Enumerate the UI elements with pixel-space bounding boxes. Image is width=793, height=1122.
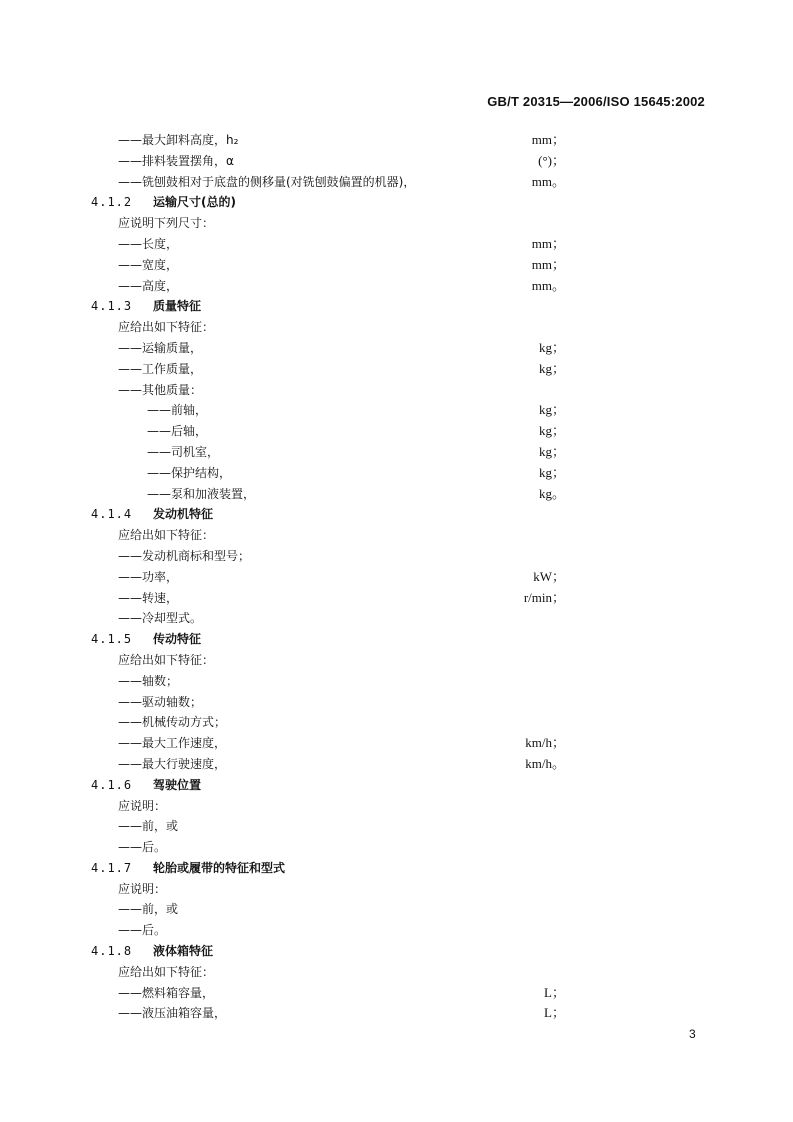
section-title: 传动特征 (153, 632, 202, 647)
section-title: 液体箱特征 (153, 944, 214, 959)
item-unit: km/h； (525, 735, 565, 751)
list-item (0, 546, 793, 567)
section-number: 4.1.6 (91, 777, 133, 792)
list-item (0, 588, 793, 609)
paragraph-line (0, 317, 793, 338)
item-unit: kW； (533, 568, 565, 584)
item-unit: kg； (538, 423, 565, 439)
sub-list-item (0, 442, 793, 463)
section-heading (0, 629, 793, 650)
list-item (0, 692, 793, 713)
list-item (0, 130, 793, 151)
list-item (0, 920, 793, 941)
list-item (0, 276, 793, 297)
section-number: 4.1.2 (91, 195, 133, 210)
list-item (0, 255, 793, 276)
item-unit: (°)； (538, 152, 565, 168)
item-text: ——后。 (118, 923, 167, 938)
item-text: ——高度， (118, 278, 179, 293)
list-item (0, 567, 793, 588)
item-unit: kg； (538, 464, 565, 480)
list-item (0, 172, 793, 193)
list-item (0, 733, 793, 754)
item-text: ——前，或 (118, 819, 179, 834)
item-text: ——泵和加液装置， (147, 486, 256, 501)
list-item (0, 338, 793, 359)
item-text: ——机械传动方式； (118, 715, 227, 730)
list-item (0, 899, 793, 920)
item-unit: r/min； (523, 589, 565, 605)
section-heading (0, 192, 793, 213)
paragraph-text: 应说明下列尺寸： (118, 216, 215, 231)
item-text: ——最大工作速度， (118, 736, 227, 751)
item-unit: km/h。 (525, 755, 565, 771)
item-text: ——前，或 (118, 902, 179, 917)
item-text: ——燃料箱容量， (118, 985, 215, 1000)
section-title: 质量特征 (153, 299, 202, 314)
list-item (0, 837, 793, 858)
item-text: ——液压油箱容量， (118, 1006, 227, 1021)
item-text: ——最大卸料高度，h₂ (118, 133, 239, 147)
paragraph-line (0, 796, 793, 817)
item-unit: kg； (538, 339, 565, 355)
section-heading (0, 858, 793, 879)
paragraph-line (0, 213, 793, 234)
item-unit: mm。 (531, 277, 565, 293)
list-item (0, 608, 793, 629)
paragraph-text: 应给出如下特征： (118, 528, 215, 543)
section-title: 发动机特征 (153, 507, 214, 522)
paragraph-text: 应给出如下特征： (118, 964, 215, 979)
list-item (0, 380, 793, 401)
section-heading (0, 504, 793, 525)
section-title: 运输尺寸(总的) (153, 195, 236, 210)
list-item (0, 754, 793, 775)
sub-list-item (0, 421, 793, 442)
paragraph-text: 应给出如下特征： (118, 320, 215, 335)
item-unit: mm； (531, 235, 565, 251)
document-body (0, 130, 793, 1024)
sub-list-item (0, 463, 793, 484)
list-item (0, 151, 793, 172)
list-item (0, 671, 793, 692)
item-text: ——轴数； (118, 673, 179, 688)
item-unit: mm； (531, 256, 565, 272)
section-title: 驾驶位置 (153, 777, 202, 792)
section-number: 4.1.4 (91, 507, 133, 522)
item-unit: L； (544, 1005, 565, 1021)
item-unit: mm； (531, 132, 565, 147)
paragraph-text: 应说明： (118, 798, 167, 813)
section-heading (0, 941, 793, 962)
item-unit: kg； (538, 402, 565, 418)
item-text: ——转速， (118, 590, 179, 605)
item-unit: kg； (538, 360, 565, 376)
item-text: ——工作质量， (118, 361, 203, 376)
item-text: ——最大行驶速度， (118, 756, 227, 771)
item-text: ——其他质量： (118, 382, 203, 397)
section-number: 4.1.7 (91, 860, 133, 875)
sub-list-item (0, 484, 793, 505)
item-text: ——运输质量， (118, 340, 203, 355)
paragraph-text: 应说明： (118, 881, 167, 896)
paragraph-line (0, 879, 793, 900)
list-item (0, 234, 793, 255)
section-number: 4.1.5 (91, 632, 133, 647)
sub-list-item (0, 400, 793, 421)
section-number: 4.1.3 (91, 299, 133, 314)
item-unit: kg； (538, 443, 565, 459)
item-text: ——后轴， (147, 424, 208, 439)
paragraph-line (0, 525, 793, 546)
list-item (0, 816, 793, 837)
item-text: ——铣刨鼓相对于底盘的侧移量(对铣刨鼓偏置的机器)， (118, 174, 416, 189)
item-text: ——后。 (118, 840, 167, 855)
item-text: ——司机室， (147, 444, 220, 459)
paragraph-line (0, 962, 793, 983)
section-heading (0, 775, 793, 796)
item-text: ——宽度， (118, 257, 179, 272)
page-number: 3 (689, 1027, 696, 1041)
item-text: ——功率， (118, 569, 179, 584)
section-number: 4.1.8 (91, 944, 133, 959)
item-text: ——驱动轴数； (118, 694, 203, 709)
item-unit: mm。 (531, 173, 565, 189)
list-item (0, 1003, 793, 1024)
section-heading (0, 296, 793, 317)
list-item (0, 983, 793, 1004)
item-text: ——发动机商标和型号； (118, 548, 251, 563)
item-text: ——排料装置摆角，α (118, 153, 234, 168)
item-text: ——长度， (118, 236, 179, 251)
list-item (0, 712, 793, 733)
standard-id-header: GB/T 20315—2006/ISO 15645:2002 (487, 94, 705, 109)
item-text: ——保护结构， (147, 465, 232, 480)
section-title: 轮胎或履带的特征和型式 (153, 860, 286, 875)
item-text: ——冷却型式。 (118, 611, 203, 626)
paragraph-line (0, 650, 793, 671)
item-unit: L； (544, 984, 565, 1000)
item-text: ——前轴， (147, 403, 208, 418)
list-item (0, 359, 793, 380)
paragraph-text: 应给出如下特征： (118, 652, 215, 667)
item-unit: kg。 (538, 485, 565, 501)
